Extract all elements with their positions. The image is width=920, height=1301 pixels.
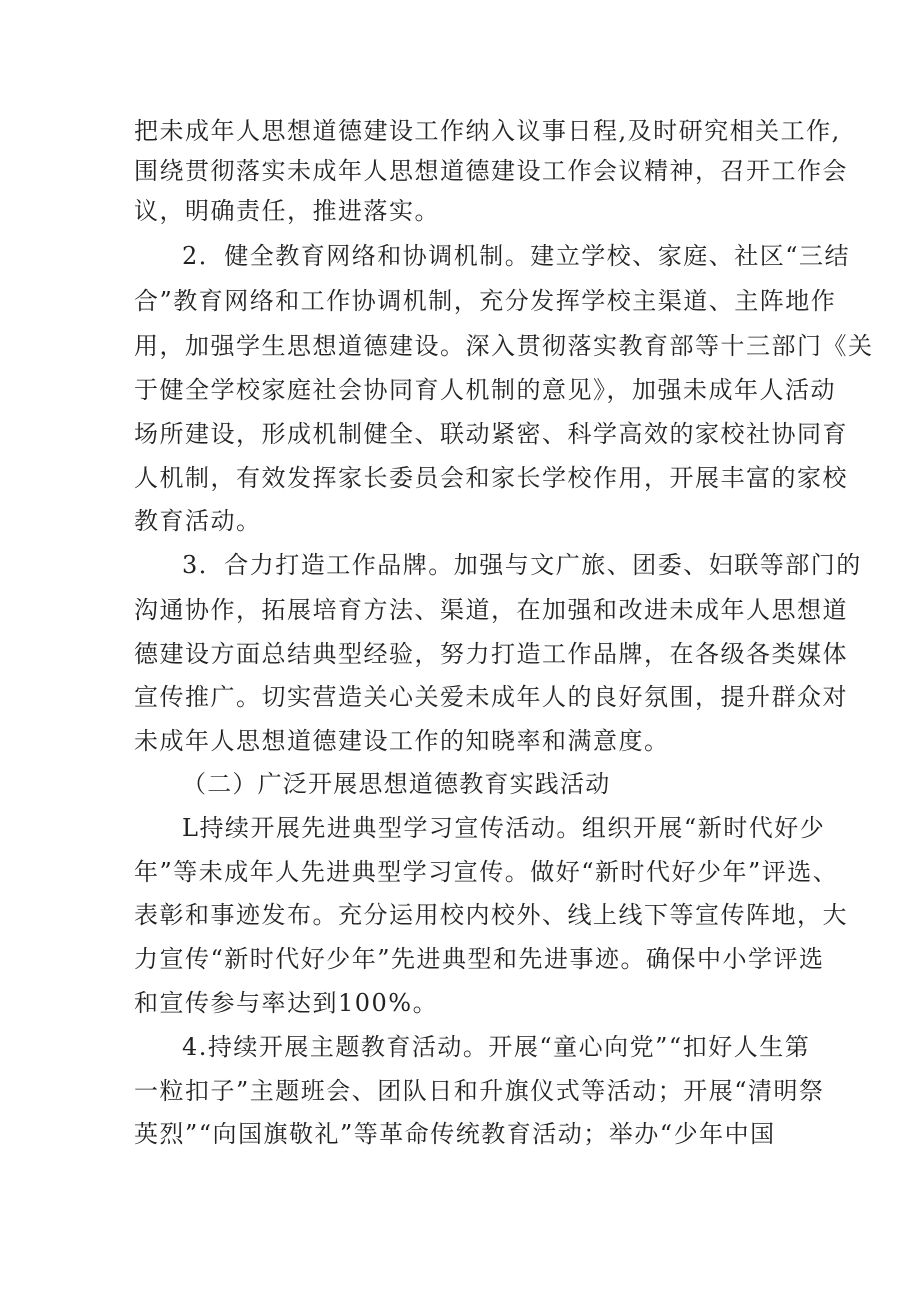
text-line: 沟通协作，拓展培育方法、渠道，在加强和改进未成年人思想道	[134, 596, 848, 624]
text-line: 未成年人思想道德建设工作的知晓率和满意度。	[134, 727, 670, 755]
text-line: 用，加强学生思想道德建设。深入贯彻落实教育部等十三部门《关	[134, 332, 874, 360]
text-line: 人机制，有效发挥家长委员会和家长学校作用，开展丰富的家校	[134, 464, 848, 492]
text-line: 围绕贯彻落实未成年人思想道德建设工作会议精神，召开工作会	[134, 157, 848, 185]
text-line: 英烈”“向国旗敬礼”等革命传统教育活动；举办“少年中国	[134, 1120, 776, 1148]
paragraph-start-line: 4.持续开展主题教育活动。开展“童心向党”“扣好人生第	[182, 1033, 811, 1061]
text-line: 表彰和事迹发布。充分运用校内校外、线上线下等宣传阵地，大	[134, 901, 848, 929]
text-line: 场所建设，形成机制健全、联动紧密、科学高效的家校社协同育	[134, 420, 848, 448]
text-line: 于健全学校家庭社会协同育人机制的意见》，加强未成年人活动	[134, 376, 836, 404]
text-line: 合”教育网络和工作协调机制，充分发挥学校主渠道、主阵地作	[134, 287, 837, 315]
paragraph-start-line: L持续开展先进典型学习宣传活动。组织开展“新时代好少	[182, 814, 826, 842]
text-line: 一粒扣子”主题班会、团队日和升旗仪式等活动；开展“清明祭	[134, 1077, 825, 1105]
text-line: 和宣传参与率达到100%。	[134, 989, 439, 1017]
section-heading: （二）广泛开展思想道德教育实践活动	[182, 770, 611, 798]
paragraph-start-line: 3．合力打造工作品牌。加强与文广旅、团委、妇联等部门的	[182, 551, 862, 579]
text-line: 德建设方面总结典型经验，努力打造工作品牌，在各级各类媒体	[134, 640, 848, 668]
text-line: 力宣传“新时代好少年”先进典型和先进事迹。确保中小学评选	[134, 945, 825, 973]
text-line: 年”等未成年人先进典型学习宣传。做好“新时代好少年”评选、	[134, 858, 839, 886]
text-line: 议，明确责任，推进落实。	[134, 197, 440, 225]
text-line: 宣传推广。切实营造关心关爱未成年人的良好氛围，提升群众对	[134, 683, 848, 711]
text-line: 把未成年人思想道德建设工作纳入议事日程,及时研究相关工作,	[134, 117, 841, 145]
paragraph-start-line: 2．健全教育网络和协调机制。建立学校、家庭、社区“三结	[182, 242, 851, 270]
text-line: 教育活动。	[134, 507, 262, 535]
